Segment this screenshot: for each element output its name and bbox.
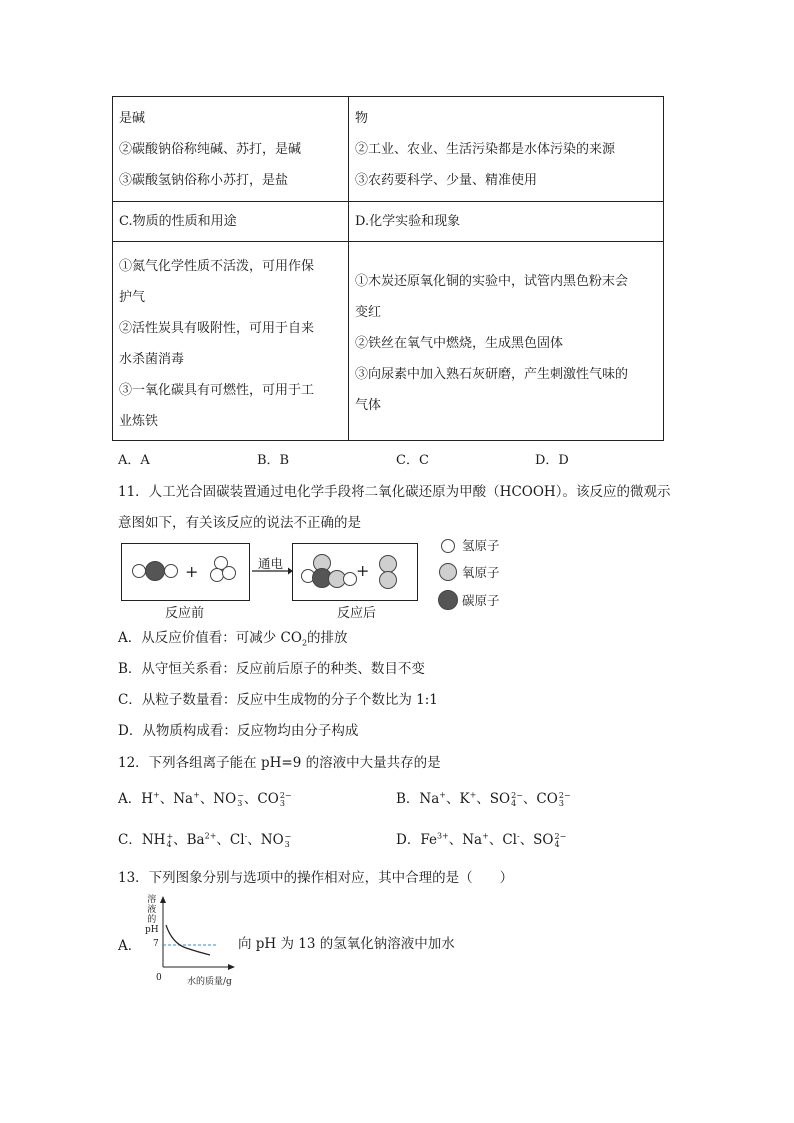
q12-stem: 12．下列各组离子能在 pH=9 的溶液中大量共存的是 [118, 755, 441, 771]
after-label: 反应后 [337, 606, 377, 621]
knowledge-table [112, 96, 664, 441]
table-cell-c: ①氮气化学性质不活泼，可用作保 护气 ②活性炭具有吸附性，可用于自来 水杀菌消毒 ③一氧化碳具有可燃性，可用于工 业炼铁 [113, 242, 349, 441]
hydrogen-atom [343, 572, 357, 586]
q11-option-c: C．从粒子数量看：反应中生成物的分子个数比为 1:1 [118, 692, 438, 708]
ph-graph [158, 895, 238, 973]
q11-stem-line2: 意图如下，有关该反应的说法不正确的是 [118, 515, 361, 531]
q13-option-a-text: 向 pH 为 13 的氢氧化钠溶液中加水 [238, 936, 455, 952]
graph-xlabel: 水的质量/g [187, 977, 232, 987]
table-cell-b-right: 物 ②工业、农业、生活污染都是水体污染的来源 ③农药要科学、少量、精准使用 [349, 97, 664, 202]
q12-option-c: C．NH + 4 、$Ba^{2+}$、Cl-、NO − 3 [118, 831, 292, 849]
q12-option-d: D．$Fe^{3+}$、Na+、Cl-、SO 2− 4 [396, 831, 567, 849]
q11-stem-line1: 11．人工光合固碳装置通过电化学手段将二氧化碳还原为甲酸（HCOOH）。该反应的微观示 [118, 484, 671, 500]
hydrogen-atom [222, 566, 236, 580]
hydrogen-atom [132, 564, 146, 578]
graph-ylabel: 溶 液 的 pH [145, 895, 159, 935]
reaction-arrow-icon [250, 566, 294, 576]
graph-ytick-7: 7 [153, 939, 159, 949]
q12-option-b: B．Na+、K+、SO 2− 4 、CO 2− 3 [396, 790, 571, 808]
q10-option-a: A．A [118, 453, 150, 468]
q11-option-a: A．从反应价值看：可减少 $CO_2$的排放 [118, 630, 348, 648]
after-reaction-box [292, 543, 418, 601]
q10-option-d: D．D [535, 453, 569, 468]
table-header-c: C.物质的性质和用途 [113, 202, 349, 242]
q13-stem: 13．下列图象分别与选项中的操作相对应，其中合理的是（ ） [118, 870, 514, 886]
graph-origin: 0 [156, 973, 162, 983]
oxygen-legend-icon [439, 563, 457, 581]
before-reaction-box [121, 543, 250, 601]
carbon-atom [145, 561, 165, 581]
table-cell-b-left: 是碱 ②碳酸钠俗称纯碱、苏打，是碱 ③碳酸氢钠俗称小苏打，是盐 [113, 97, 349, 202]
hydrogen-legend-icon [441, 539, 455, 553]
q12-option-a: A．H+、Na+、NO − 3 、CO 2− 3 [118, 790, 292, 808]
table-header-d: D.化学实验和现象 [349, 202, 664, 242]
plus-sign: + [185, 562, 199, 581]
carbon-legend-icon [438, 590, 458, 610]
q10-option-b: B．B [257, 453, 290, 468]
hydrogen-atom [164, 564, 178, 578]
arrow-label: 通电 [258, 556, 284, 571]
q10-option-c: C．C [396, 453, 429, 468]
before-label: 反应前 [165, 606, 205, 621]
q11-option-b: B．从守恒关系看：反应前后原子的种类、数目不变 [118, 661, 425, 677]
plus-sign: + [356, 561, 370, 580]
q11-option-d: D．从物质构成看：反应物均由分子构成 [118, 723, 359, 739]
q13-option-a-label: A． [118, 938, 142, 954]
table-cell-d: ①木炭还原氧化铜的实验中，试管内黑色粉末会 变红 ②铁丝在氧气中燃烧，生成黑色固体 ③向尿素中加入熟石灰研磨，产生刺激性气味的 气体 [349, 242, 664, 441]
oxygen-atom [379, 571, 397, 589]
